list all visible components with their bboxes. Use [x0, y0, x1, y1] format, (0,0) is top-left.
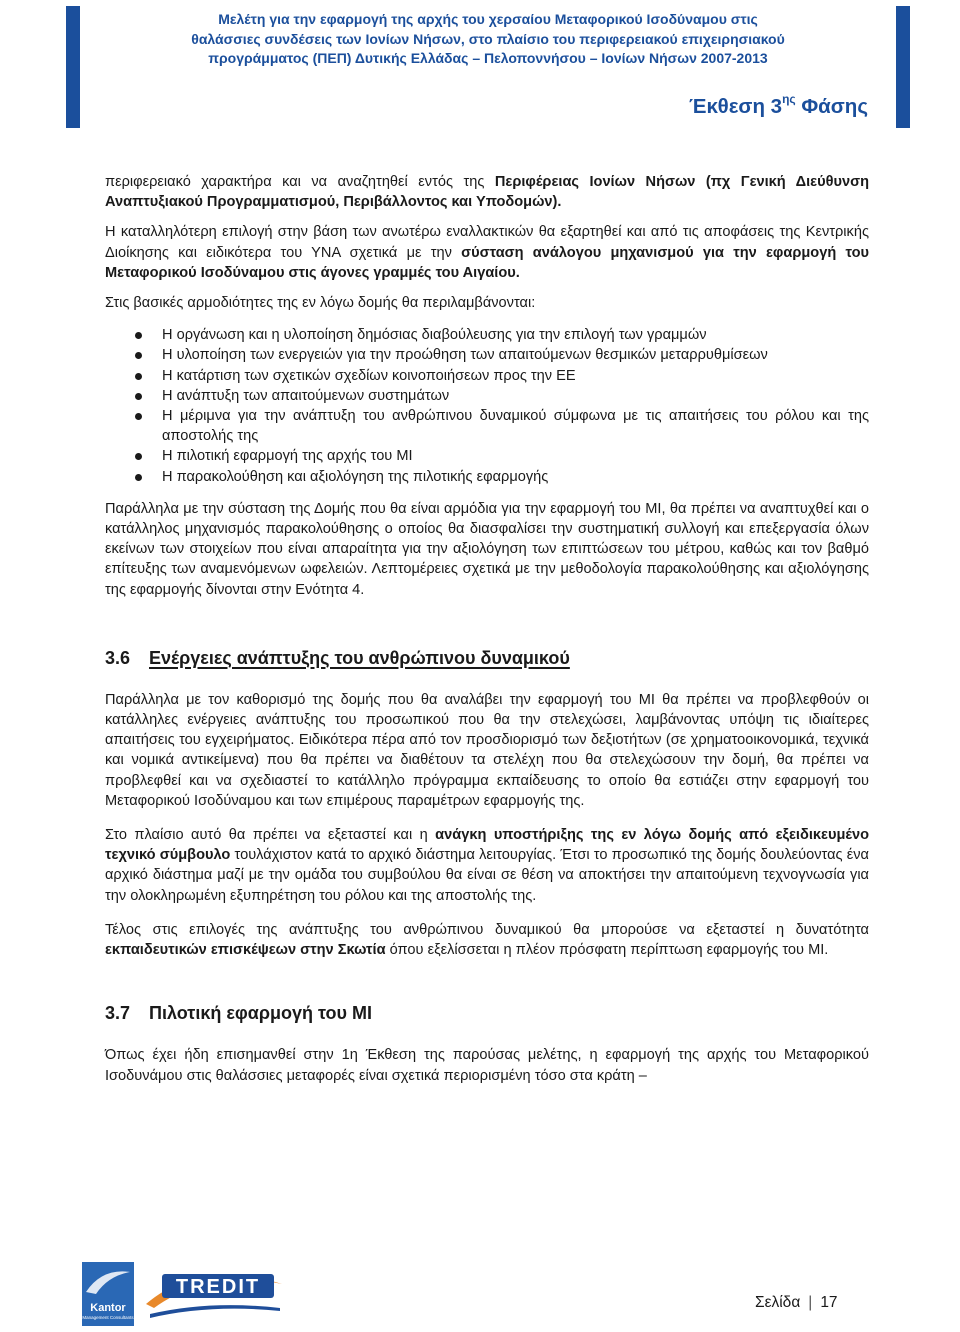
header-title-line: προγράμματος (ΠΕΠ) Δυτικής Ελλάδας – Πελοποννήσου – Ιονίων Νήσων 2007-2013 — [208, 50, 768, 66]
list-item: Η υλοποίηση των ενεργειών για την προώθηση των απαιτούμενων θεσμικών μεταρρυθμίσεων — [105, 345, 869, 365]
paragraph: Παράλληλα με τον καθορισμό της δομής που θα αναλάβει την εφαρμογή του ΜΙ θα πρέπει να προβλεφθούν οι κατάλληλες ενέργειες ανάπτυξης του προσωπικού που θα την στελεχώσει, λαμβάνοντας υπόψη τις ιδιαίτερες απαιτήσεις του εγχειρήματος. Ειδικότερα πέρα από τον προσδιορισμό των δεξιοτήτων (σε χρηματοοικονομικά, τεχνικά και νομικά αντικείμενα) που θα πρέπει να διαθέτουν τα στελέχη που θα στελεχώσουν την δομή, θα πρέπει να προβλεφθεί και να σχεδιαστεί το κατάλληλο πρόγραμμα εκπαίδευσης το οποίο θα εστιάζει στην εφαρμογή του Μεταφορικού Ισοδύναμου και των επιμέρους παραμέτρων εφαρμογής της. — [105, 691, 869, 809]
list-item: Η κατάρτιση των σχετικών σχεδίων κοινοποιήσεων προς την ΕΕ — [105, 366, 869, 386]
list-item: Η μέριμνα για την ανάπτυξη του ανθρώπινου δυναμικού σύμφωνα με τις απαιτήσεις του ρόλου και της αποστολής της — [105, 406, 869, 446]
kantor-swoosh-icon — [82, 1262, 134, 1302]
paragraph: Στις βασικές αρμοδιότητες της εν λόγω δομής θα περιλαμβάνονται: — [105, 295, 536, 312]
paragraph: Όπως έχει ήδη επισημανθεί στην 1η Έκθεση της παρούσας μελέτης, η εφαρμογή της αρχής του Μεταφορικού Ισοδυνάμου στις θαλάσσιες μεταφορές είναι σχετικά περιορισμένη τόσο στα κράτη – — [105, 1047, 869, 1084]
paragraph: Η καταλληλότερη επιλογή στην βάση των ανωτέρω εναλλακτικών θα εξαρτηθεί και από τις αποφάσεις της Κεντρικής Διοίκησης και ειδικότερα του ΥΝΑ σχετικά με την σύσταση ανάλογου μηχανισμού για την εφαρμογή του Μεταφορικού Ισοδύναμου στις άγονες γραμμές του Αιγαίου. — [105, 224, 869, 281]
list-item: Η πιλοτική εφαρμογή της αρχής του ΜΙ — [105, 446, 869, 466]
list-item: Η οργάνωση και η υλοποίηση δημόσιας διαβούλευσης για την επιλογή των γραμμών — [105, 325, 869, 345]
header-title-line: Μελέτη για την εφαρμογή της αρχής του χερσαίου Μεταφορικού Ισοδύναμου στις — [218, 11, 758, 27]
section-heading-3-7: 3.7 Πιλοτική εφαρμογή του ΜΙ — [105, 1003, 372, 1024]
bullet-icon — [135, 393, 142, 400]
list-item: Η ανάπτυξη των απαιτούμενων συστημάτων — [105, 386, 869, 406]
paragraph: Παράλληλα με την σύσταση της Δομής που θα είναι αρμόδια για την εφαρμογή του ΜΙ, θα πρέπει να αναπτυχθεί και ο κατάλληλος μηχανισμός παρακολούθησης ο οποίος θα διασφαλίσει την συστηματική συλλογή και επεξεργασία όλων εκείνων των στοιχείων που είναι απαραίτητα για την αξιολόγηση των επιπτώσεων του μέτρου, καθώς και τον βαθμό επίτευξης των αναμενόμενων ωφελειών. Λεπτομέρειες σχετικά με την μεθοδολογία παρακολούθησης και αξιολόγησης της εφαρμογής δίνονται στην Ενότητα 4. — [105, 500, 869, 598]
paragraph: Τέλος στις επιλογές της ανάπτυξης του ανθρώπινου δυναμικού θα μπορούσε να εξεταστεί η δυνατότητα εκπαιδευτικών επισκέψεων στην Σκωτία όπου εξελίσσεται η πλέον πρόσφατη περίπτωση εφαρμογής του ΜΙ. — [105, 921, 869, 959]
bullet-icon — [135, 474, 142, 481]
bullet-icon — [135, 413, 142, 420]
bullet-icon — [135, 332, 142, 339]
footer-logos — [82, 1262, 302, 1328]
section-heading-3-6: 3.6 Ενέργειες ανάπτυξης του ανθρώπινου δυναμικού — [105, 647, 570, 668]
kantor-logo: Kantor Management Consultants — [82, 1262, 134, 1326]
page-content — [105, 172, 869, 1086]
tredit-logo — [140, 1264, 290, 1326]
bullet-icon — [135, 373, 142, 380]
paragraph: περιφερειακό χαρακτήρα και να αναζητηθεί εντός της Περιφέρειας Ιονίων Νήσων (πχ Γενική Διεύθυνση Αναπτυξιακού Προγραμματισμού, Περιβάλλοντος και Υποδομών). — [105, 174, 870, 211]
bullet-icon — [135, 352, 142, 359]
document-header-title — [80, 10, 896, 69]
report-phase-label: Έκθεση $3^{\eta\varsigma}$ Φάσης — [688, 92, 868, 118]
page-number: Σελίδα | 17 — [755, 1294, 838, 1311]
header-title-line: θαλάσσιες συνδέσεις των Ιονίων Νήσων, στο πλαίσιο του περιφερειακού επιχειρησιακού — [191, 30, 785, 47]
paragraph: Στο πλαίσιο αυτό θα πρέπει να εξεταστεί και η ανάγκη υποστήριξης της εν λόγω δομής από εξειδικευμένο τεχνικό σύμβουλο τουλάχιστον κατά το αρχικό διάστημα λειτουργίας. Έτσι το προσωπικό της δομής δουλεύοντας ένα αρχικό διάστημα μαζί με την ομάδα του συμβούλου θα είναι σε θέση να αποκτήσει την απαιτούμενη τεχνογνωσία για την ολοκληρωμένη εξυπηρέτηση του ρόλου και της αποστολής της. — [105, 827, 869, 904]
bullet-icon — [135, 453, 142, 460]
responsibilities-list — [105, 325, 869, 487]
svg-text:TREDIT: TREDIT — [175, 1276, 261, 1298]
list-item: Η παρακολούθηση και αξιολόγηση της πιλοτικής εφαρμογής — [105, 467, 869, 487]
